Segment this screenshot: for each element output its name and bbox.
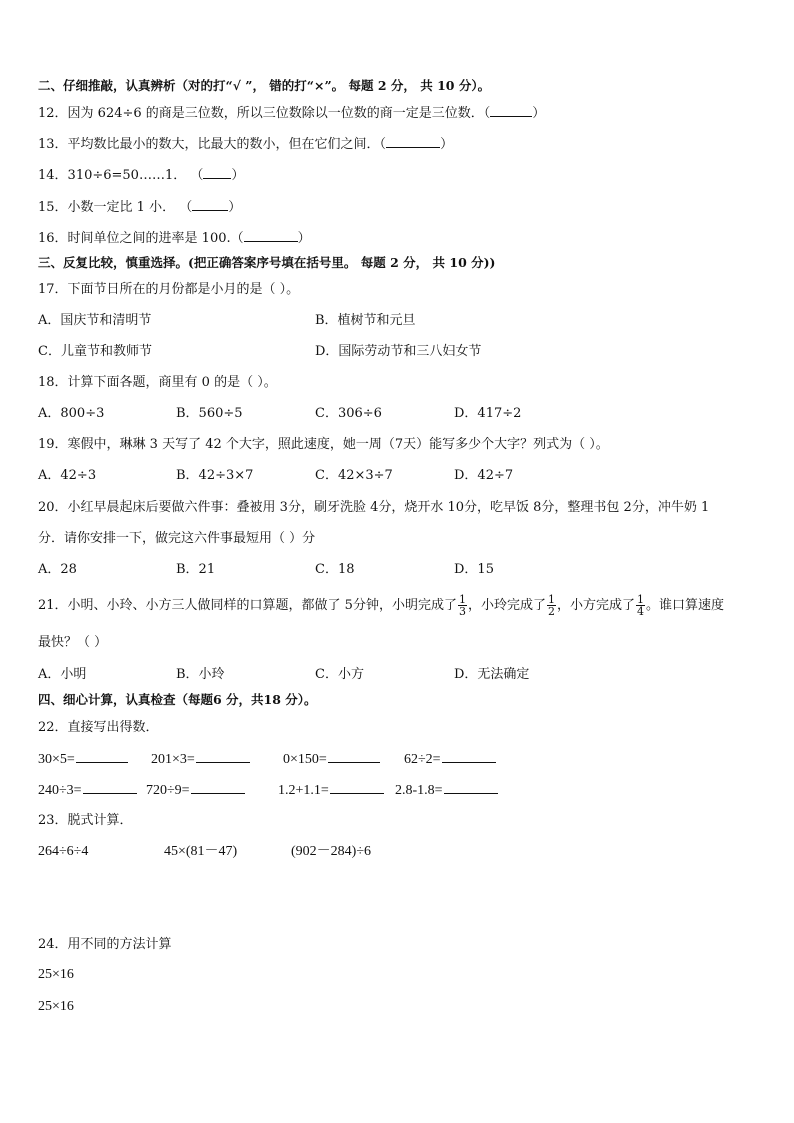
paren-close: ）: [440, 137, 454, 152]
q23-item: 45×(81－47): [164, 844, 238, 859]
answer-blank[interactable]: [330, 781, 384, 794]
q21-option-c[interactable]: C．小方: [315, 667, 364, 682]
answer-blank[interactable]: [244, 229, 298, 242]
question-num: 13．: [38, 137, 68, 152]
q17-option-a[interactable]: A．国庆节和清明节: [38, 313, 152, 328]
question-text: 因为 624÷6 的商是三位数，所以三位数除以一位数的商一定是三位数．（: [67, 106, 491, 121]
question-13: [38, 135, 453, 154]
q21-option-b[interactable]: B．小玲: [176, 667, 225, 682]
q22-item: 62÷2=: [404, 750, 496, 769]
q22-item: 30×5=: [38, 750, 128, 769]
question-20-stem-line1: 20．小红早晨起床后要做六件事：叠被用 3分，刷牙洗脸 4分，烧开水 10分，吃早饭 8分，整理书包 2分，冲牛奶 1: [38, 500, 710, 515]
q22-item: 201×3=: [151, 750, 250, 769]
q22-item: 1.2+1.1=: [278, 781, 384, 800]
question-24-title: 24．用不同的方法计算: [38, 937, 172, 952]
q20-option-c[interactable]: C．18: [315, 562, 355, 577]
answer-blank[interactable]: [191, 781, 245, 794]
q24-item: 25×16: [38, 967, 74, 982]
q18-option-c[interactable]: C．306÷6: [315, 406, 382, 421]
question-num: 12．: [38, 106, 68, 121]
answer-blank[interactable]: [386, 135, 440, 148]
q23-item: (902－284)÷6: [291, 844, 372, 859]
question-num: 16．: [38, 231, 68, 246]
section4-heading: 四、细心计算，认真检查（每题6 分，共18 分）。: [38, 692, 317, 707]
q21-option-d[interactable]: D．无法确定: [454, 667, 530, 682]
q18-option-b[interactable]: B．560÷5: [176, 406, 243, 421]
q17-option-d[interactable]: D．国际劳动节和三八妇女节: [315, 344, 482, 359]
q19-option-b[interactable]: B．42÷3×7: [176, 468, 254, 483]
q17-option-b[interactable]: B．植树节和元旦: [315, 313, 416, 328]
question-21-stem-line1: [38, 594, 724, 618]
answer-blank[interactable]: [328, 750, 380, 763]
q17-option-c[interactable]: C．儿童节和教师节: [38, 344, 152, 359]
answer-blank[interactable]: [444, 781, 498, 794]
question-num: 14．: [38, 168, 68, 183]
section3-heading: 三、反复比较，慎重选择。(把正确答案序号填在括号里。 每题 2 分， 共 10 分)): [38, 255, 496, 270]
question-15: [38, 198, 241, 217]
fraction-one-third: $\frac{1}{3}$: [458, 593, 466, 618]
question-text: 310÷6=50……1． （: [67, 168, 204, 183]
q21-text: 21．小明、小玲、小方三人做同样的口算题，都做了 5分钟，小明完成了: [38, 598, 457, 613]
answer-blank[interactable]: [196, 750, 250, 763]
question-14: [38, 166, 244, 185]
question-19-stem: 19．寒假中，琳琳 3 天写了 42 个大字，照此速度，她一周（7天）能写多少个大字？列式为（ ）。: [38, 437, 609, 452]
question-text: 时间单位之间的进率是 100.（: [67, 231, 244, 246]
q19-option-a[interactable]: A．42÷3: [38, 468, 97, 483]
paren-close: ）: [297, 231, 311, 246]
paren-close: ）: [532, 106, 546, 121]
question-12: [38, 104, 545, 123]
question-text: 小数一定比 1 小． （: [67, 200, 193, 215]
answer-blank[interactable]: [203, 166, 231, 179]
question-23-title: 23．脱式计算．: [38, 813, 133, 828]
section2-heading: 二、仔细推敲，认真辨析（对的打“√ ”， 错的打“×”。 每题 2 分， 共 10 分）。: [38, 78, 491, 93]
answer-blank[interactable]: [192, 198, 228, 211]
question-21-stem-line2: 最快？（ ）: [38, 635, 108, 650]
answer-blank[interactable]: [83, 781, 137, 794]
question-18-stem: 18．计算下面各题，商里有 0 的是（ ）。: [38, 375, 277, 390]
fraction-one-quarter: $\frac{1}{4}$: [636, 593, 644, 618]
question-num: 15．: [38, 200, 68, 215]
q21-text: ，小玲完成了: [467, 598, 546, 613]
q18-option-d[interactable]: D．417÷2: [454, 406, 522, 421]
q22-item: 2.8-1.8=: [395, 781, 498, 800]
q20-option-a[interactable]: A．28: [38, 562, 77, 577]
answer-blank[interactable]: [76, 750, 128, 763]
paren-close: ）: [231, 168, 245, 183]
q21-option-a[interactable]: A．小明: [38, 667, 87, 682]
question-20-stem-line2: 分．请你安排一下，做完这六件事最短用（ ）分: [38, 531, 316, 546]
answer-blank[interactable]: [490, 104, 532, 117]
q19-option-c[interactable]: C．42×3÷7: [315, 468, 393, 483]
paren-close: ）: [228, 200, 242, 215]
fraction-one-half: $\frac{1}{2}$: [547, 593, 555, 618]
question-16: [38, 229, 311, 248]
question-22-title: 22．直接写出得数．: [38, 720, 159, 735]
question-text: 平均数比最小的数大，比最大的数小，但在它们之间．（: [67, 137, 387, 152]
q24-item: 25×16: [38, 999, 74, 1014]
q20-option-d[interactable]: D．15: [454, 562, 494, 577]
q21-text: 。谁口算速度: [645, 598, 724, 613]
q21-text: ，小方完成了: [556, 598, 635, 613]
q22-item: 720÷9=: [146, 781, 245, 800]
q23-item: 264÷6÷4: [38, 844, 89, 859]
q22-item: 0×150=: [283, 750, 380, 769]
q19-option-d[interactable]: D．42÷7: [454, 468, 514, 483]
q20-option-b[interactable]: B．21: [176, 562, 216, 577]
question-17-stem: 17．下面节日所在的月份都是小月的是（ ）。: [38, 282, 300, 297]
answer-blank[interactable]: [442, 750, 496, 763]
q18-option-a[interactable]: A．800÷3: [38, 406, 105, 421]
q22-item: 240÷3=: [38, 781, 137, 800]
